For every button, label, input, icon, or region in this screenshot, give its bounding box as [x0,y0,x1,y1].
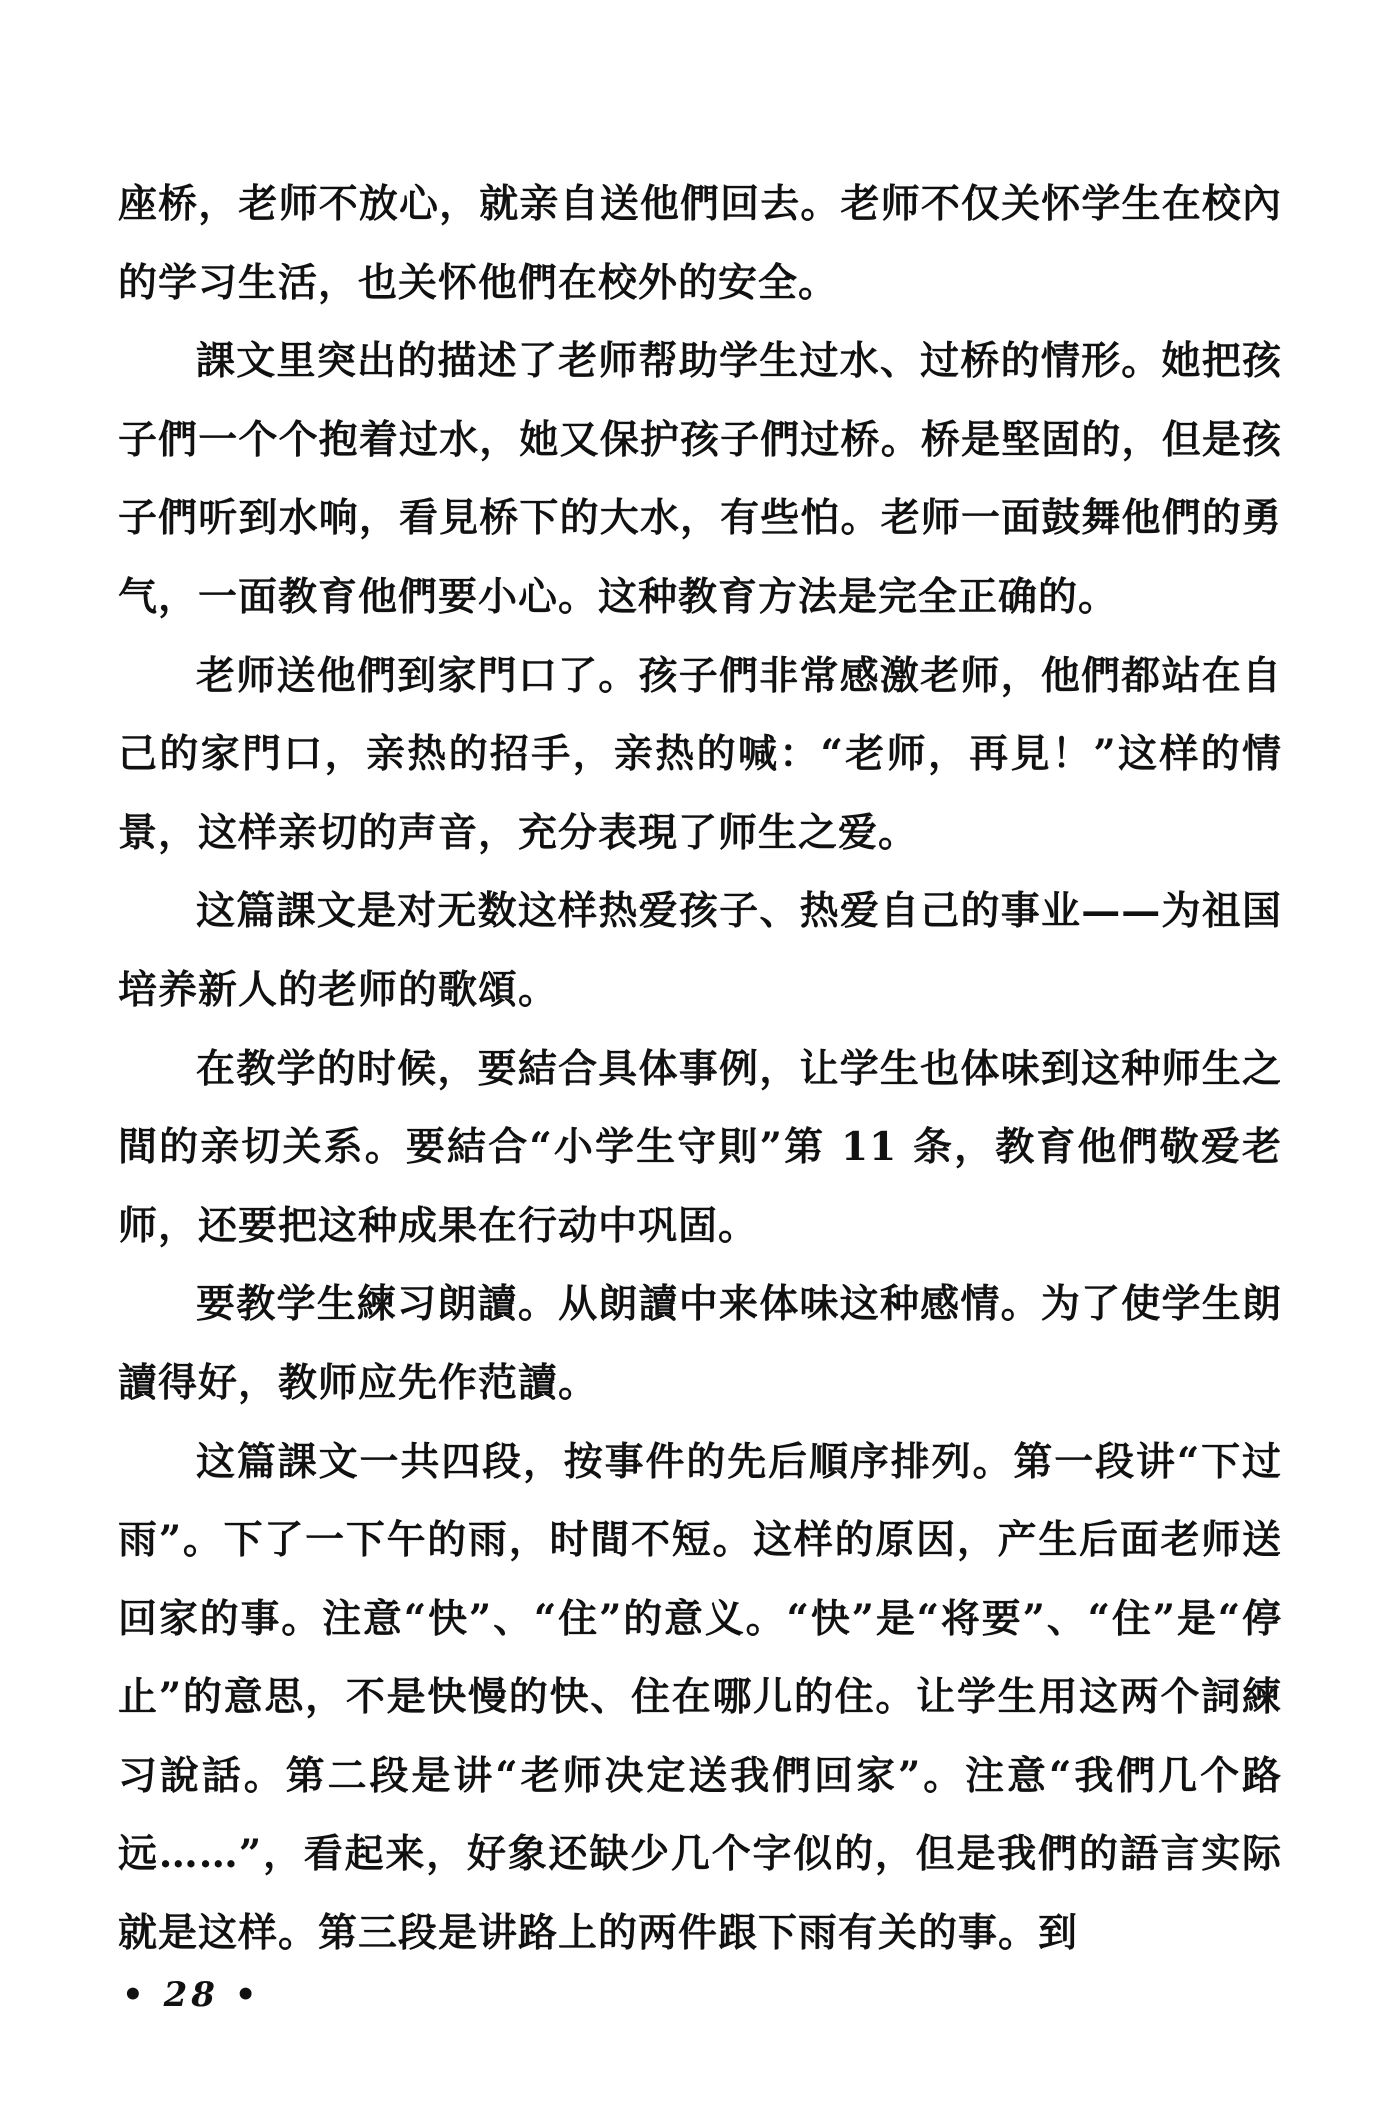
paragraph: 在教学的时候，要結合具体事例，让学生也体味到这种师生之間的亲切关系。要結合“小学生守則”第 11 条，教育他們敬爱老师，还要把这种成果在行动中巩固。 [118,1045,1282,1249]
body-text [118,165,1282,1973]
folio-dot-left: • [122,1975,148,2015]
paragraph: 老师送他們到家門口了。孩子們非常感激老师，他們都站在自己的家門口，亲热的招手，亲热的喊：“老师，再見！”这样的情景，这样亲切的声音，充分表現了师生之爱。 [118,652,1282,856]
paragraph: 要教学生練习朗讀。从朗讀中来体味这种感情。为了使学生朗讀得好，教师应先作范讀。 [118,1281,1282,1406]
page-number: 28 [163,1975,219,2015]
paragraph-continued: 座桥，老师不放心，就亲自送他們回去。老师不仅关怀学生在校內的学习生活，也关怀他們在校外的安全。 [118,181,1282,306]
paragraph: 这篇課文是对无数这样热爱孩子、热爱自己的事业——为祖国培养新人的老师的歌頌。 [118,888,1282,1013]
folio-dot-right: • [234,1975,261,2015]
page-number-footer [122,1975,260,2015]
paragraph: 課文里突出的描述了老师帮助学生过水、过桥的情形。她把孩子們一个个抱着过水，她又保护孩子們过桥。桥是堅固的，但是孩子們听到水响，看見桥下的大水，有些怕。老师一面鼓舞他們的勇气，一面教育他們要小心。这种教育方法是完全正确的。 [118,338,1282,620]
paragraph: 这篇課文一共四段，按事件的先后順序排列。第一段讲“下过雨”。下了一下午的雨，时間不短。这样的原因，产生后面老师送回家的事。注意“快”、“住”的意义。“快”是“将要”、“住”是“停止”的意思，不是快慢的快、住在哪儿的住。让学生用这两个詞練习說話。第二段是讲“老师决定送我們回家”。注意“我們几个路远……”，看起来，好象还缺少几个字似的，但是我們的語言实际就是这样。第三段是讲路上的两件跟下雨有关的事。到 [118,1438,1282,1957]
